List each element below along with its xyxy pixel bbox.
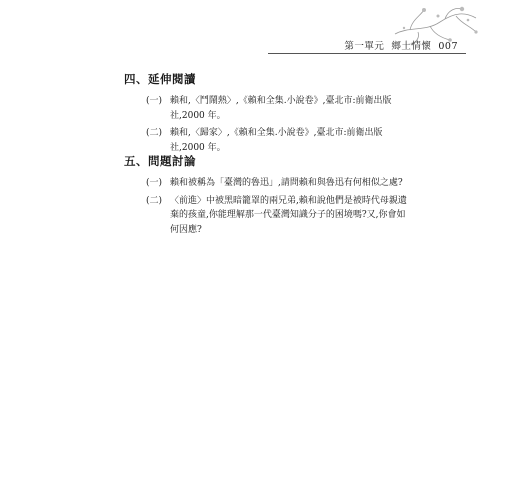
item-text: 賴和被稱為「臺灣的魯迅」,請問賴和與魯迅有何相似之處?	[170, 178, 403, 188]
unit-label: 第一單元	[344, 41, 385, 52]
page-number: 007	[438, 41, 458, 52]
section-further-reading	[124, 71, 414, 158]
list-item	[146, 94, 414, 123]
unit-title: 鄉土情懷	[391, 41, 432, 52]
item-number: (二)	[146, 195, 163, 206]
item-text: 賴和,〈鬥鬧熱〉,《賴和全集.小說卷》,臺北市:前衛出版社,2000 年。	[170, 96, 392, 121]
section-heading: 五、問題討論	[124, 154, 196, 168]
list-item	[146, 176, 414, 191]
header-rule	[268, 53, 466, 54]
section-discussion-questions	[124, 153, 414, 240]
item-text: 〈前進〉中被黑暗籠罩的兩兄弟,賴和說他們是被時代母親遺棄的孩童,你能理解那一代臺灣知識分子的困境嗎?又,你會如何因應?	[170, 195, 407, 235]
section-heading: 四、延伸閱讀	[124, 72, 196, 86]
item-text: 賴和,〈歸家〉,《賴和全集.小說卷》,臺北市:前衛出版社,2000 年。	[170, 128, 383, 153]
item-number: (一)	[146, 96, 163, 106]
running-header	[344, 38, 458, 52]
list-item	[146, 194, 414, 238]
item-number: (二)	[146, 128, 163, 138]
list-item	[146, 126, 414, 155]
item-number: (一)	[146, 178, 163, 188]
